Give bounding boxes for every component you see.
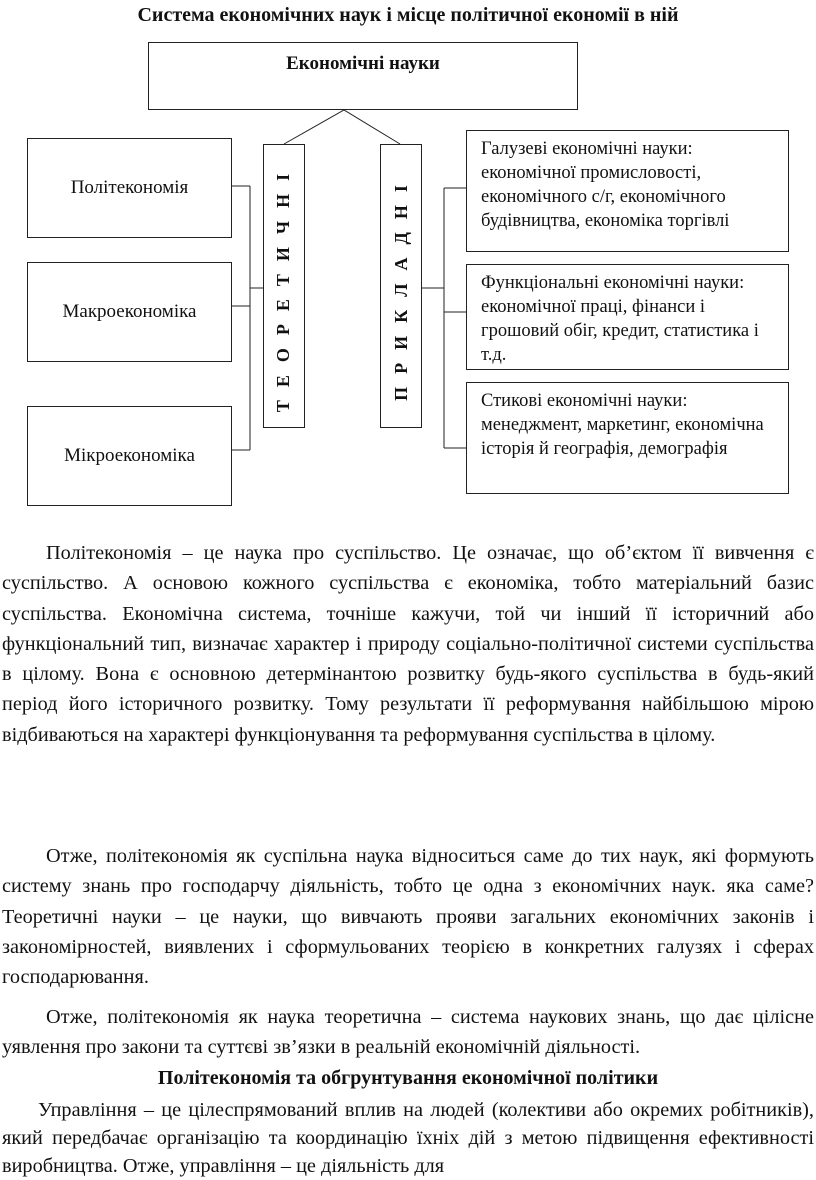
political-economy-box: Політекономія bbox=[27, 138, 232, 238]
microeconomics-box: Мікроекономіка bbox=[27, 406, 232, 506]
paragraph-2: Отже, політекономія як суспільна наука відноситься саме до тих наук, які формують систему знань про господарчу діяльність, тобто це одна з економічних наук. яка саме? Теоретичні науки – це науки, що вивчають прояви загальних економічних законів і закономірностей, виявлених і сформульованих теорією в конкретних галузях і сферах господарювання. bbox=[2, 845, 814, 989]
theoretical-box bbox=[263, 144, 305, 428]
functional-sciences-box: Функціональні економічні науки: економічної праці, фінанси і грошовий обіг, кредит, статистика і т.д. bbox=[466, 264, 789, 370]
sectoral-sciences-box: Галузеві економічні науки: економічної промисловості, економічного с/г, економічного будівництва, економіка торгівлі bbox=[466, 130, 789, 252]
economic-sciences-diagram bbox=[0, 0, 816, 510]
section-heading: Політекономія та обгрунтування економічної політики bbox=[157, 1067, 659, 1089]
economic-sciences-box: Економічні науки bbox=[148, 42, 578, 110]
applied-box bbox=[380, 144, 422, 428]
applied-label: ПРИКЛАДНІ bbox=[390, 171, 411, 401]
page-title: Система економічних наук і місце політичної економії в ній bbox=[137, 4, 679, 26]
connector-top-branch bbox=[284, 110, 400, 144]
macroeconomics-box: Макроекономіка bbox=[27, 262, 232, 362]
interdisciplinary-sciences-box: Стикові економічні науки: менеджмент, маркетинг, економічна історія й географія, демографія bbox=[466, 382, 789, 494]
paragraph-1: Політекономія – це наука про суспільство. Це означає, що об’єктом її вивчення є суспільство. А основою кожного суспільства є економіка, тобто матеріальний базис суспільства. Економічна система, точніше кажучи, той чи інший її історичний або функціональний тип, визначає характер і природу соціально-політичної системи суспільства в цілому. Вона є основною детермінантою розвитку будь-якого суспільства в будь-який період його історичного розвитку. Тому результати її реформування найбільшою мірою відбиваються на характері функціонування та реформування суспільства в цілому. bbox=[2, 542, 814, 746]
paragraph-4: Управління – це цілеспрямований вплив на людей (колективи або окремих робітників), який передбачає організацію та координацію їхніх дій з метою підвищення ефективності виробництва. Отже, управління – це діяльність для bbox=[2, 1099, 814, 1177]
theoretical-label: ТЕОРЕТИЧНІ bbox=[273, 160, 294, 412]
paragraph-3: Отже, політекономія як наука теоретична – система наукових знань, що дає цілісне уявлення про закони та суттєві зв’язки в реальній економічній діяльності. bbox=[2, 1006, 814, 1059]
